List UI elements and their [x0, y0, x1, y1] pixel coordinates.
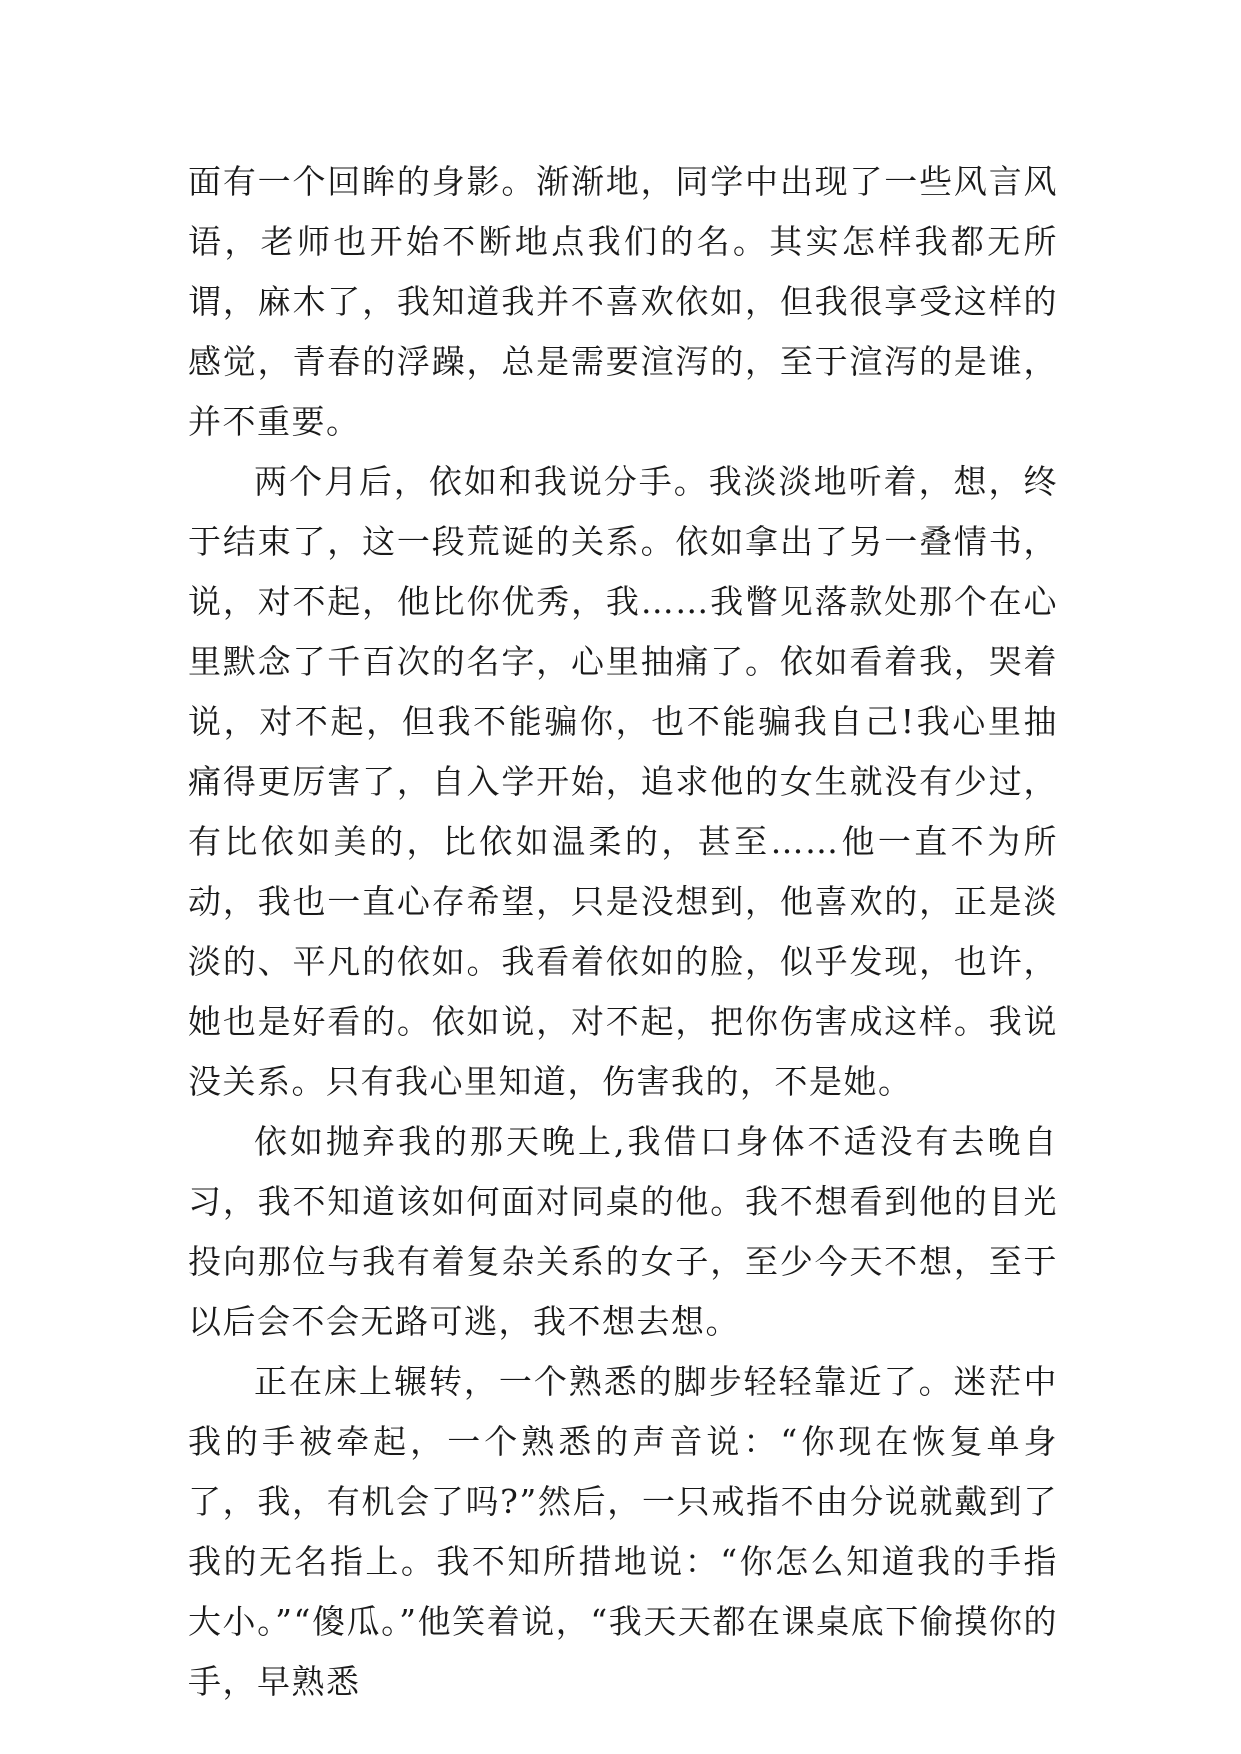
paragraph-1: 面有一个回眸的身影。渐渐地，同学中出现了一些风言风语，老师也开始不断地点我们的名。其实怎样我都无所谓，麻木了，我知道我并不喜欢依如，但我很享受这样的感觉，青春的浮躁，总是需要渲泻的，至于渲泻的是谁，并不重要。	[188, 162, 1058, 441]
paragraph-3: 依如抛弃我的那天晚上,我借口身体不适没有去晚自习，我不知道该如何面对同桌的他。我不想看到他的目光投向那位与我有着复杂关系的女子，至少今天不想，至于以后会不会无路可逃，我不想去想。	[188, 1122, 1058, 1341]
paragraph-4: 正在床上辗转，一个熟悉的脚步轻轻靠近了。迷茫中我的手被牵起，一个熟悉的声音说：“你现在恢复单身了，我，有机会了吗?”然后，一只戒指不由分说就戴到了我的无名指上。我不知所措地说：“你怎么知道我的手指大小。”“傻瓜。”他笑着说，“我天天都在课桌底下偷摸你的手，早熟悉	[188, 1362, 1058, 1701]
document-body	[188, 152, 1058, 1712]
paragraph-2: 两个月后，依如和我说分手。我淡淡地听着，想，终于结束了，这一段荒诞的关系。依如拿出了另一叠情书，说，对不起，他比你优秀，我……我瞥见落款处那个在心里默念了千百次的名字，心里抽痛了。依如看着我，哭着说，对不起，但我不能骗你，也不能骗我自己!我心里抽痛得更厉害了，自入学开始，追求他的女生就没有少过，有比依如美的，比依如温柔的，甚至……他一直不为所动，我也一直心存希望，只是没想到，他喜欢的，正是淡淡的、平凡的依如。我看着依如的脸，似乎发现，也许，她也是好看的。依如说，对不起，把你伤害成这样。我说没关系。只有我心里知道，伤害我的，不是她。	[188, 462, 1058, 1101]
